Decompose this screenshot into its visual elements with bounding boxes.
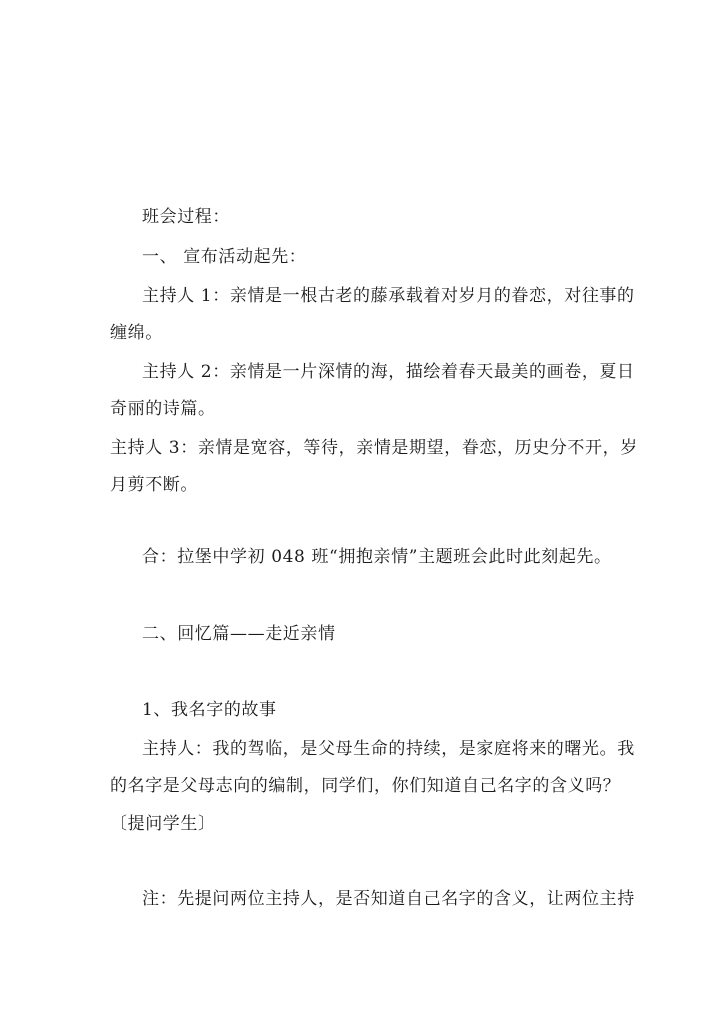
paragraph-together: 合：拉堡中学初 048 班“拥抱亲情”主题班会此时此刻起先。 bbox=[142, 547, 612, 567]
paragraph-note: 注：先提问两位主持人，是否知道自己名字的含义，让两位主持 bbox=[142, 889, 635, 909]
paragraph-host3-line2: 月剪不断。 bbox=[110, 475, 198, 495]
paragraph-host-line3: 〔提问学生〕 bbox=[110, 814, 216, 834]
section-heading-memory: 二、回忆篇——走近亲情 bbox=[142, 624, 336, 644]
paragraph-host-line2: 的名字是父母志向的编制，同学们，你们知道自己名字的含义吗？ bbox=[110, 776, 621, 796]
paragraph-host1-line1: 主持人 1：亲情是一根古老的藤承载着对岁月的眷恋，对往事的 bbox=[142, 286, 635, 306]
section-heading-process: 班会过程： bbox=[142, 207, 230, 227]
paragraph-host2-line1: 主持人 2：亲情是一片深情的海，描绘着春天最美的画卷，夏日 bbox=[142, 362, 635, 382]
paragraph-host1-line2: 缠绵。 bbox=[110, 323, 163, 343]
paragraph-host2-line2: 奇丽的诗篇。 bbox=[110, 399, 216, 419]
paragraph-host3-line1: 主持人 3：亲情是宽容，等待，亲情是期望，眷恋，历史分不开，岁 bbox=[110, 438, 638, 458]
subsection-name-story: 1、我名字的故事 bbox=[142, 700, 277, 720]
section-heading-start: 一、 宣布活动起先： bbox=[142, 247, 307, 267]
paragraph-host-line1: 主持人：我的驾临，是父母生命的持续，是家庭将来的曙光。我 bbox=[142, 739, 635, 759]
